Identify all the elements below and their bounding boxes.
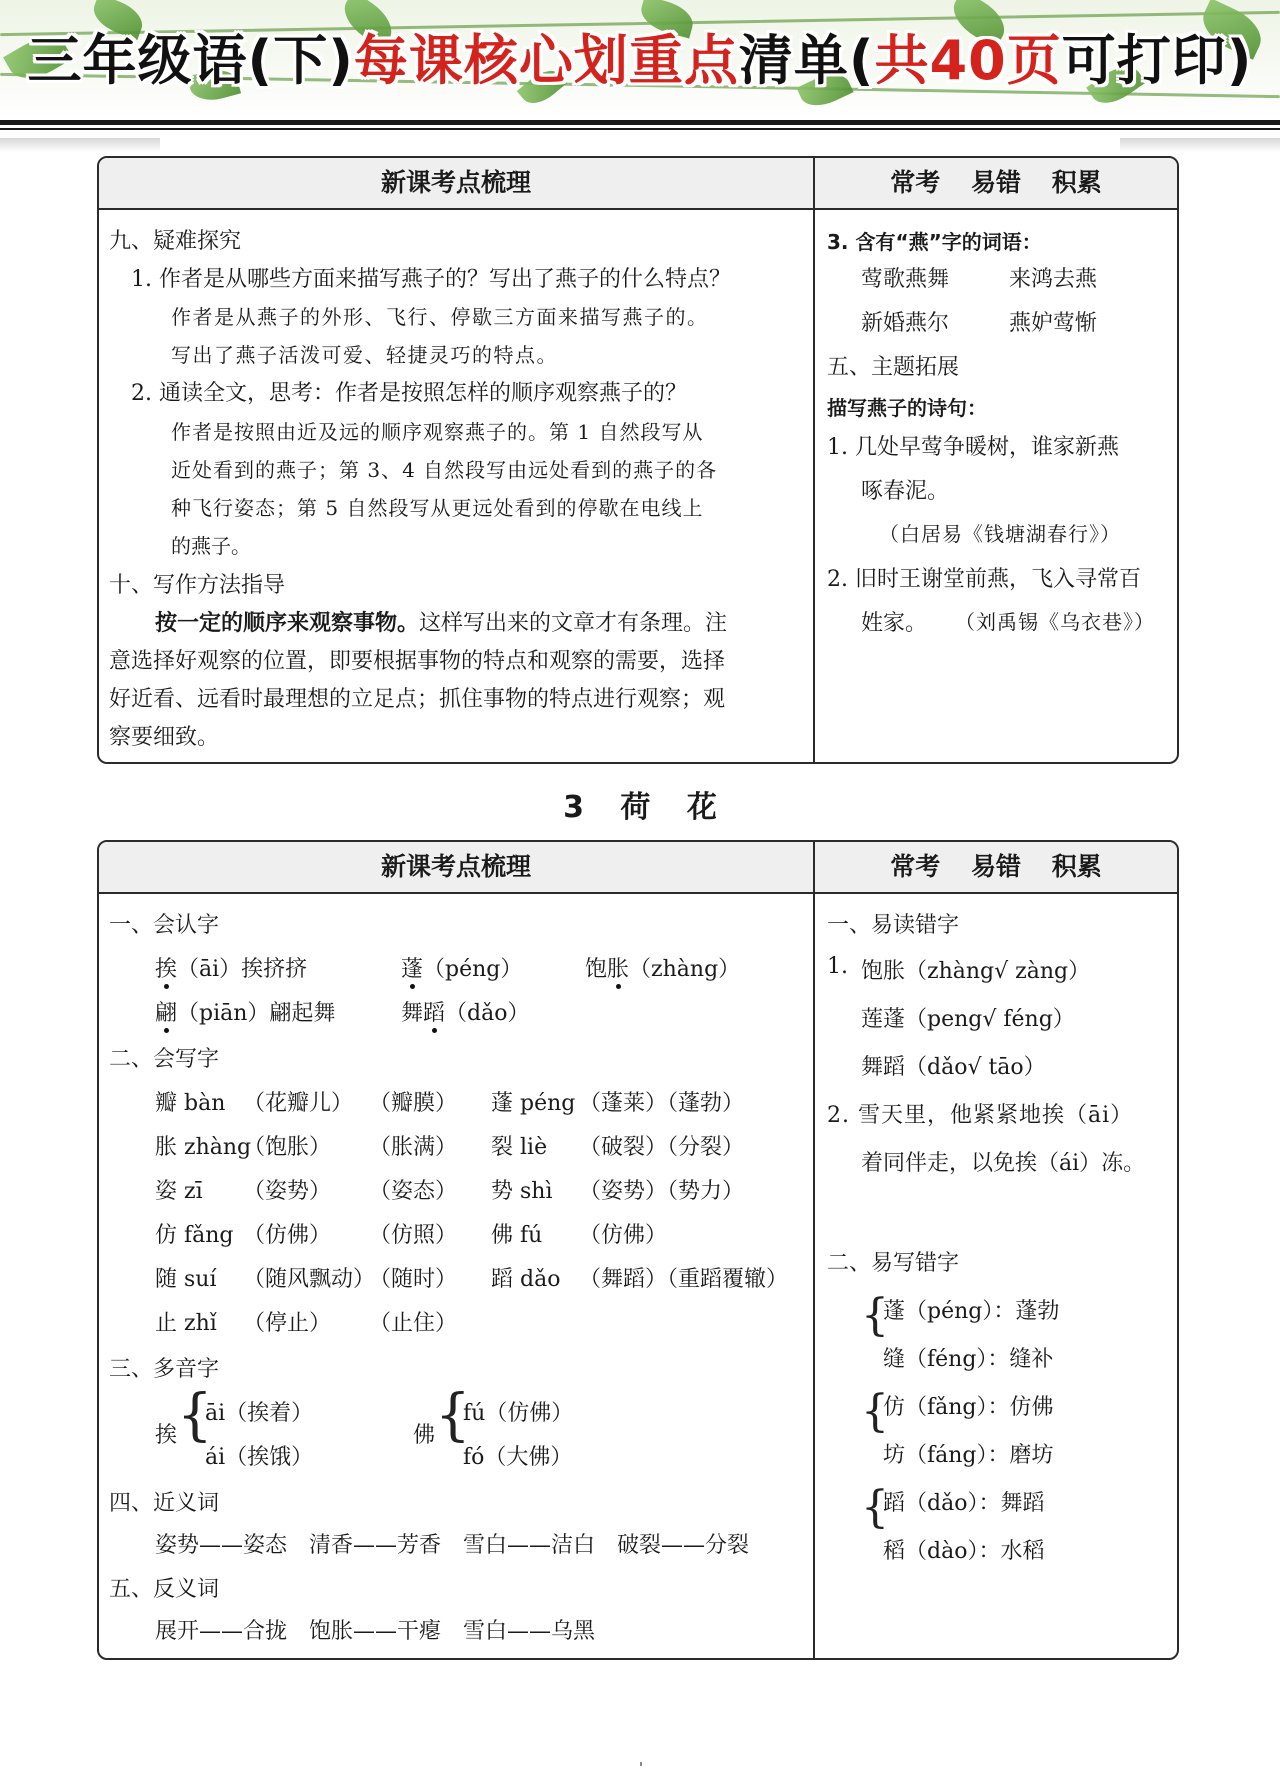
target-char: 翩 — [155, 1001, 178, 1026]
section-heading: 三、多音字 — [109, 1357, 220, 1382]
answer-line: 作者是从燕子的外形、飞行、停歇三方面来描写燕子的。 — [171, 305, 709, 329]
item-number: 1. — [827, 954, 848, 979]
recognize-item — [585, 952, 740, 983]
shadow-decoration — [0, 138, 160, 152]
section-heading: 九、疑难探究 — [109, 229, 242, 254]
write-word: （饱胀） — [243, 1135, 332, 1160]
pinyin: （piān） — [177, 1001, 270, 1026]
write-char: 势 shì — [491, 1179, 553, 1204]
example-word: 挨挤挤 — [241, 957, 308, 982]
brace-icon: { — [861, 1386, 889, 1437]
miswrite-item: 仿（fǎng）：仿佛 — [883, 1395, 1054, 1420]
idiom: 莺歌燕舞 — [861, 267, 950, 292]
write-char: 止 zhǐ — [155, 1311, 217, 1336]
write-char: 胀 zhàng — [155, 1135, 252, 1160]
target-char: 胀 — [607, 957, 630, 982]
question: 1. 作者是从哪些方面来描写燕子的？写出了燕子的什么特点？ — [131, 267, 731, 292]
write-char: 佛 fú — [491, 1223, 543, 1248]
example-word: 翩起舞 — [269, 1001, 336, 1026]
synonym-list: 姿势——姿态 清香——芳香 雪白——洁白 破裂——分裂 — [155, 1533, 750, 1558]
brace-icon: { — [435, 1383, 471, 1448]
polyphone-reading: ái（挨饿） — [205, 1445, 314, 1470]
target-char: 蹈 — [423, 1001, 446, 1026]
answer-line: 的燕子。 — [171, 534, 251, 558]
misread-sentence: 2. 雪天里，他紧紧地挨（āi） — [827, 1103, 1134, 1128]
polyphone-char: 挨 — [155, 1423, 178, 1448]
write-word: （胀满） — [369, 1135, 458, 1160]
recognize-item — [401, 952, 522, 983]
section-heading: 十、写作方法指导 — [109, 573, 286, 598]
write-char: 裂 liè — [491, 1135, 548, 1160]
misread-sentence: 着同伴走，以免挨（ái）冻。 — [861, 1151, 1146, 1176]
idiom: 新婚燕尔 — [861, 311, 950, 336]
question: 2. 通读全文，思考：作者是按照怎样的顺序观察燕子的？ — [131, 381, 687, 406]
write-word: （止住） — [369, 1311, 458, 1336]
write-char: 蹈 dǎo — [491, 1267, 561, 1292]
write-word: （随时） — [369, 1267, 458, 1292]
answer-line: 作者是按照由近及远的顺序观察燕子的。第 1 自然段写从 — [171, 420, 704, 444]
column-divider — [813, 842, 815, 1658]
section-heading: 二、易写错字 — [827, 1251, 960, 1276]
write-word: （姿势） — [243, 1179, 332, 1204]
write-word: （瓣膜） — [369, 1091, 458, 1116]
write-word: （仿佛） — [579, 1223, 668, 1248]
antonym-list: 展开——合拢 饱胀——干瘪 雪白——乌黑 — [155, 1619, 596, 1644]
poem-line: 2. 旧时王谢堂前燕，飞入寻常百 — [827, 567, 1141, 592]
title-rule — [0, 120, 1280, 125]
item-title: 3. 含有“燕”字的词语： — [827, 230, 1042, 254]
write-word: （蓬莱）（蓬勃） — [579, 1091, 745, 1116]
write-word: （随风飘动） — [243, 1267, 376, 1292]
idiom: 燕妒莺惭 — [1009, 311, 1098, 336]
prefix-char: 饱 — [585, 957, 608, 982]
pinyin: （péng） — [423, 957, 523, 982]
miswrite-item: 蹈（dǎo）：舞蹈 — [883, 1491, 1045, 1516]
section-heading: 一、会认字 — [109, 913, 220, 938]
miswrite-item: 坊（fáng）：磨坊 — [883, 1443, 1054, 1468]
study-table-lotus — [97, 840, 1179, 1660]
lesson-title: 3 荷 花 — [563, 790, 717, 825]
pinyin: （zhàng） — [629, 957, 741, 982]
brace-icon: { — [861, 1290, 889, 1341]
answer-line: 写出了燕子活泼可爱、轻捷灵巧的特点。 — [171, 343, 558, 367]
poem-source: （刘禹锡《乌衣巷》） — [955, 610, 1155, 634]
section-heading: 四、近义词 — [109, 1491, 220, 1516]
method-line: 意选择好观察的位置，即要根据事物的特点和观察的需要，选择 — [109, 649, 726, 674]
poem-heading: 描写燕子的诗句： — [827, 396, 987, 420]
column-divider — [813, 158, 815, 762]
poem-line: 姓家。 — [861, 611, 928, 636]
method-line: 好近看、远看时最理想的立足点；抓住事物的特点进行观察；观 — [109, 687, 726, 712]
polyphone-reading: fú（仿佛） — [463, 1401, 574, 1426]
write-word: （仿照） — [369, 1223, 458, 1248]
write-char: 姿 zī — [155, 1179, 203, 1204]
write-word: （破裂）（分裂） — [579, 1135, 745, 1160]
title-rule — [0, 128, 1280, 130]
miswrite-item: 稻（dào）：水稻 — [883, 1539, 1045, 1564]
study-table-swallow — [97, 156, 1179, 764]
title-part-highlight: 共40页 — [874, 29, 1062, 92]
misread-item: 饱胀（zhàng√ zàng） — [861, 959, 1091, 984]
poem-source: （白居易《钱塘湖春行》） — [879, 522, 1121, 546]
answer-line: 种飞行姿态；第 5 自然段写从更远处看到的停歇在电线上 — [171, 496, 704, 520]
pinyin: （dǎo） — [445, 1001, 530, 1026]
polyphone-reading: āi（挨着） — [205, 1401, 314, 1426]
page-mark — [640, 1762, 642, 1766]
write-word: （停止） — [243, 1311, 332, 1336]
idiom: 来鸿去燕 — [1009, 267, 1098, 292]
header-common-errors: 常考 易错 积累 — [890, 168, 1102, 197]
method-key-sentence: 按一定的顺序来观察事物。 — [155, 610, 420, 636]
miswrite-item: 缝（féng）：缝补 — [883, 1347, 1054, 1372]
shadow-decoration — [1120, 138, 1280, 152]
title-part-highlight: 每课核心划重点 — [353, 29, 739, 92]
miswrite-item: 蓬（péng）：蓬勃 — [883, 1299, 1060, 1324]
misread-item: 舞蹈（dǎo√ tāo） — [861, 1055, 1046, 1080]
write-word: （姿态） — [369, 1179, 458, 1204]
header-key-points: 新课考点梳理 — [380, 168, 531, 197]
write-word: （姿势）（势力） — [579, 1179, 745, 1204]
section-heading: 二、会写字 — [109, 1047, 220, 1072]
recognize-item — [155, 952, 307, 983]
target-char: 蓬 — [401, 957, 424, 982]
title-part: 三年级语(下) — [27, 29, 354, 92]
title-part: 可打印) — [1061, 29, 1253, 92]
write-word: （花瓣儿） — [243, 1091, 354, 1116]
write-char: 瓣 bàn — [155, 1091, 226, 1116]
write-char: 随 suí — [155, 1267, 217, 1292]
page-title — [0, 18, 1280, 95]
poem-line: 1. 几处早莺争暖树，谁家新燕 — [827, 435, 1119, 460]
recognize-item — [401, 996, 529, 1027]
answer-line: 近处看到的燕子；第 3、4 自然段写由远处看到的燕子的各 — [171, 458, 718, 482]
method-line — [155, 606, 727, 637]
section-heading: 五、主题拓展 — [827, 355, 960, 380]
misread-item: 莲蓬（peng√ féng） — [861, 1007, 1075, 1032]
section-heading: 五、反义词 — [109, 1577, 220, 1602]
recognize-item — [155, 996, 335, 1027]
header-common-errors: 常考 易错 积累 — [890, 852, 1102, 881]
write-char: 仿 fǎng — [155, 1223, 234, 1248]
polyphone-reading: fó（大佛） — [463, 1445, 573, 1470]
write-word: （仿佛） — [243, 1223, 332, 1248]
header-key-points: 新课考点梳理 — [380, 852, 531, 881]
header-banner — [0, 0, 1280, 118]
pinyin: （āi） — [177, 957, 242, 982]
write-word: （舞蹈）（重蹈覆辙） — [579, 1267, 789, 1292]
polyphone-char: 佛 — [413, 1423, 436, 1448]
poem-line: 啄春泥。 — [861, 479, 950, 504]
target-char: 挨 — [155, 957, 178, 982]
prefix-char: 舞 — [401, 1001, 424, 1026]
title-part: 清单( — [738, 29, 875, 92]
method-text: 这样写出来的文章才有条理。注 — [419, 611, 728, 636]
brace-icon: { — [177, 1383, 213, 1448]
brace-icon: { — [861, 1482, 889, 1533]
section-heading: 一、易读错字 — [827, 913, 960, 938]
method-line: 察要细致。 — [109, 725, 220, 750]
write-char: 蓬 péng — [491, 1091, 576, 1116]
